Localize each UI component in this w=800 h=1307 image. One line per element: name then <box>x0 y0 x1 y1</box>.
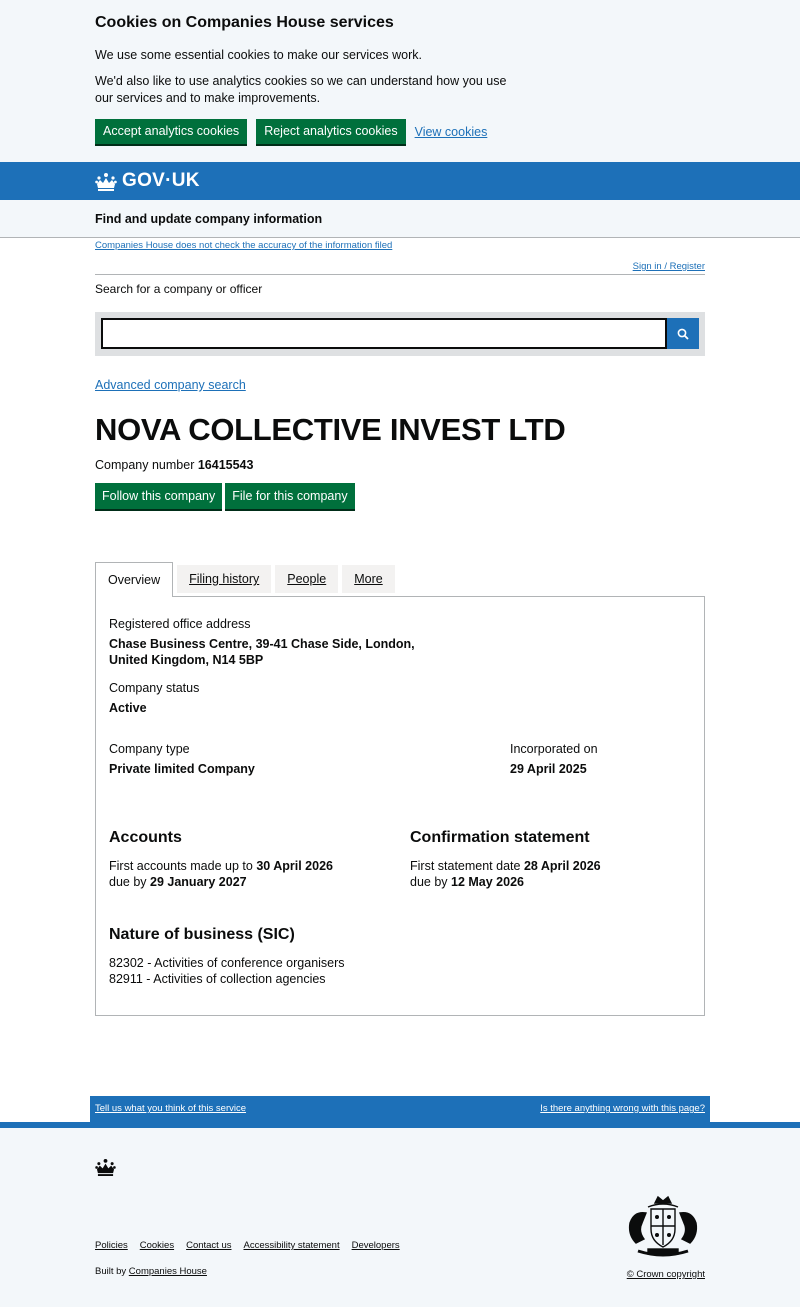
built-by-prefix: Built by <box>95 1266 127 1277</box>
royal-coat-of-arms-icon <box>624 1193 702 1266</box>
feedback-link[interactable]: Tell us what you think of this service <box>95 1103 247 1114</box>
sic-item: 82302 - Activities of conference organisers <box>109 956 345 970</box>
govuk-logo-text: GOV·UK <box>122 170 200 191</box>
company-number-label: Company number <box>95 458 195 472</box>
built-by-link[interactable]: Companies House <box>128 1266 207 1277</box>
divider <box>95 274 705 275</box>
accounts-line2-prefix: due by <box>109 875 147 889</box>
sic-title: Nature of business (SIC) <box>109 926 295 943</box>
company-actions <box>95 483 705 509</box>
view-cookies-link[interactable]: View cookies <box>414 124 488 139</box>
signin-row <box>95 258 705 272</box>
company-type-label: Company type <box>109 742 190 756</box>
tab-list <box>95 562 705 597</box>
service-name: Find and update company information <box>95 211 323 226</box>
footer-crown-icon <box>95 1158 116 1181</box>
accounts-block <box>109 827 410 890</box>
reject-cookies-button[interactable]: Reject analytics cookies <box>256 119 405 144</box>
confirmation-line1-prefix: First statement date <box>410 859 521 873</box>
incorporated-label: Incorporated on <box>510 742 598 756</box>
company-number <box>95 456 705 474</box>
tab-filing-history[interactable]: Filing history <box>177 565 271 593</box>
incorporated-value: 29 April 2025 <box>510 762 587 776</box>
company-number-value: 16415543 <box>197 458 254 472</box>
company-type-value: Private limited Company <box>109 762 255 776</box>
overview-panel <box>95 596 705 1016</box>
accounts-title: Accounts <box>109 829 182 846</box>
company-name: NOVA COLLECTIVE INVEST LTD <box>95 412 566 447</box>
tab-overview[interactable]: Overview <box>95 562 173 597</box>
footer-link-cookies[interactable]: Cookies <box>139 1240 175 1251</box>
tab-more[interactable]: More <box>342 565 394 593</box>
accounts-line1-prefix: First accounts made up to <box>109 859 253 873</box>
service-bar <box>0 200 800 238</box>
cookie-banner-actions <box>95 119 705 144</box>
confirmation-title: Confirmation statement <box>410 829 590 846</box>
footer-links <box>95 1240 412 1251</box>
status-value: Active <box>109 701 147 715</box>
search-icon <box>677 328 689 340</box>
sic-block <box>109 924 691 987</box>
report-problem-link[interactable]: Is there anything wrong with this page? <box>540 1103 705 1114</box>
signin-register-link[interactable]: Sign in / Register <box>632 261 705 272</box>
accuracy-notice-link[interactable]: Companies House does not check the accuracy of the information filed <box>95 240 393 251</box>
sic-item: 82911 - Activities of collection agencies <box>109 972 326 986</box>
file-for-company-button[interactable]: File for this company <box>225 483 354 509</box>
cookie-banner-text-essential: We use some essential cookies to make our services work. <box>95 48 422 62</box>
tab-people[interactable]: People <box>275 565 338 593</box>
cookie-banner <box>0 0 800 162</box>
confirmation-statement-date: 28 April 2026 <box>523 859 601 873</box>
built-by <box>95 1266 207 1277</box>
crown-copyright-link[interactable]: © Crown copyright <box>626 1269 705 1280</box>
sic-list <box>109 955 691 987</box>
govuk-logo-link[interactable] <box>95 170 200 192</box>
confirmation-block <box>410 827 601 890</box>
advanced-search-link[interactable]: Advanced company search <box>95 378 246 392</box>
confirmation-details <box>410 858 601 890</box>
status-label: Company status <box>109 681 200 695</box>
address-value: Chase Business Centre, 39-41 Chase Side, London, United Kingdom, N14 5BP <box>109 637 415 667</box>
confirmation-due-by: 12 May 2026 <box>451 875 524 889</box>
address-label: Registered office address <box>109 617 251 631</box>
company-type-block <box>109 741 510 777</box>
search-input[interactable] <box>101 318 667 349</box>
cookie-banner-text-analytics: We'd also like to use analytics cookies so we can understand how you use our services and to make improvements. <box>95 74 507 105</box>
cookie-banner-title: Cookies on Companies House services <box>95 14 394 31</box>
main-content <box>0 239 800 1016</box>
confirmation-line2-prefix: due by <box>410 875 448 889</box>
govuk-header <box>0 162 800 200</box>
crown-icon <box>95 172 117 191</box>
footer-link-developers[interactable]: Developers <box>351 1240 400 1251</box>
feedback-bar <box>90 1096 710 1122</box>
search-label: Search for a company or officer <box>95 282 263 296</box>
search-box <box>95 312 705 356</box>
accounts-details <box>109 858 410 890</box>
footer-link-accessibility[interactable]: Accessibility statement <box>243 1240 340 1251</box>
incorporated-block <box>510 741 598 777</box>
search-button[interactable] <box>667 318 699 349</box>
accounts-made-up-to: 30 April 2026 <box>256 859 333 873</box>
type-incorporated-row <box>109 741 691 777</box>
accept-cookies-button[interactable]: Accept analytics cookies <box>95 119 247 144</box>
accounts-confirmation-row <box>109 827 691 890</box>
follow-company-button[interactable]: Follow this company <box>95 483 222 509</box>
footer-link-policies[interactable]: Policies <box>95 1240 128 1251</box>
accounts-due-by: 29 January 2027 <box>150 875 247 889</box>
footer-link-contact[interactable]: Contact us <box>186 1240 232 1251</box>
footer <box>0 1122 800 1307</box>
